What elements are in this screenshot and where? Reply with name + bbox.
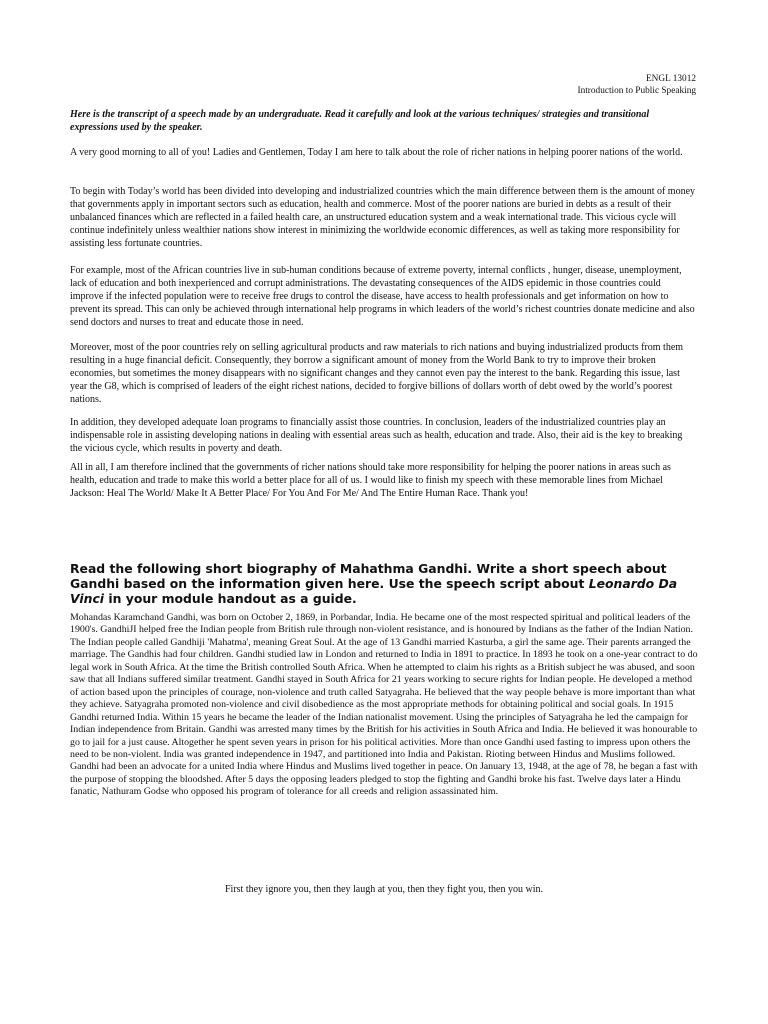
task-text-before: Read the following short biography of Mahathma Gandhi. Write a short speech about Gandhi based on the information given here. Use the speech script about: [70, 561, 667, 591]
speech-paragraph-6: All in all, I am therefore inclined that the governments of richer nations should take more responsibility for helping the poorer nations in areas such as health, education and trade to make this world a better place for all of us. I would like to finish my speech with these memorable lines from Michael Jackson: Heal The World/ Make It A Better Place/ For You And For Me/ And The Entire Human Race. Thank you!: [70, 462, 671, 499]
task-text-italic: Leonardo Da Vinci: [70, 576, 678, 606]
speech-paragraph-3: For example, most of the African countries live in sub-human conditions because of extreme poverty, internal conflicts , hunger, disease, unemployment, lack of education and both inexperienced and corrupt administrations. The devastating consequences of the AIDS epidemic in those countries could improve if the infected population were to receive free drugs to control the disease, have access to health professionals and get information on how to prevent its spread. This can only be achieved through international help programs in which leaders of the world’s richest countries donate medicine and also send doctors and nurses to treat and educate those in need.: [70, 265, 695, 328]
speech-paragraph-4: Moreover, most of the poor countries rely on selling agricultural products and raw materials to rich nations and buying industrialized products from them resulting in a huge financial deficit. Consequently, they borrow a significant amount of money from the World Bank to try to improve their broken economies, but sometimes the money disappears with no significant changes and they cannot even pay the interest to the bank. Regarding this issue, last year the G8, which is comprised of leaders of the eight richest nations, decided to forgive billions of dollars worth of debt owed by the world’s poorest nations.: [70, 342, 684, 405]
speech-paragraph-2: To begin with Today’s world has been divided into developing and industrialized countries which the main difference between them is the amount of money that governments apply in important sectors such as education, health and commerce. Most of the poorer nations are buried in debts as a result of their unbalanced finances which are reflected in a failed health care, an unstructured education system and a weak international trade. This vicious cycle will continue indefinitely unless wealthier nations show interest in minimizing the worldwide economic differences, as well as taking more responsibility for assisting less fortunate countries.: [70, 186, 696, 249]
course-code: ENGL 13012: [645, 74, 696, 84]
course-header: [577, 73, 696, 97]
task-text-after: in your module handout as a guide.: [104, 591, 357, 606]
gandhi-biography: Mohandas Karamchand Gandhi, was born on October 2, 1869, in Porbandar, India. He became one of the most respected spiritual and political leaders of the 1900's. GandhiJI helped free the Indian people from British rule through non-violent resistance, and is honoured by Indians as the father of the Indian Nation. The Indian people called Gandhiji 'Mahatma', meaning Great Soul. At the age of 13 Gandhi married Kasturba, a girl the same age. Their parents arranged the marriage. The Gandhis had four children. Gandhi studied law in London and returned to India in 1891 to practice. In 1893 he took on a one-year contract to do legal work in South Africa. At the time the British controlled South Africa. When he attempted to claim his rights as a British subject he was abused, and soon saw that all Indians suffered similar treatment. Gandhi stayed in South Africa for 21 years working to secure rights for Indian people. He developed a method of action based upon the principles of courage, non-violence and truth called Satyagraha. He believed that the way people behave is more important than what they achieve. Satyagraha promoted non-violence and civil disobedience as the most appropriate methods for obtaining political and social goals. In 1915 Gandhi returned India. Within 15 years he became the leader of the Indian nationalist movement. Using the principles of Satyagraha he led the campaign for Indian independence from Britain. Gandhi was arrested many times by the British for his activities in South Africa and India. He believed it was honourable to go to jail for a just cause. Altogether he spent seven years in prison for his political activities. More than once Gandhi used fasting to impress upon others the need to be non-violent. India was granted independence in 1947, and partitioned into India and Pakistan. Rioting between Hindus and Muslims followed. Gandhi had been an advocate for a united India where Hindus and Muslims lived together in peace. On January 13, 1948, at the age of 78, he began a fast with the purpose of stopping the bloodshed. After 5 days the opposing leaders pledged to stop the fighting and Gandhi broke his fast. Twelve days later a Hindu fanatic, Nathuram Godse who opposed his program of tolerance for all creeds and religion assassinated him.: [70, 612, 698, 798]
task-instruction: [70, 561, 700, 606]
closing-quote: First they ignore you, then they laugh at you, then they fight you, then you win.: [224, 884, 543, 895]
course-name: Introduction to Public Speaking: [577, 86, 696, 96]
speech-paragraph-1: A very good morning to all of you! Ladies and Gentlemen, Today I am here to talk about the role of richer nations in helping poorer nations of the world.: [70, 147, 683, 158]
intro-instruction: Here is the transcript of a speech made by an undergraduate. Read it carefully and look at the various techniques/ strategies and transitional expressions used by the speaker.: [70, 109, 650, 133]
speech-paragraph-5: In addition, they developed adequate loan programs to financially assist those countries. In conclusion, leaders of the industrialized countries play an indispensable role in assisting developing nations in dealing with essential areas such as health, education and trade. Also, their aid is the key to breaking the vicious cycle, which results in poverty and death.: [70, 417, 683, 454]
